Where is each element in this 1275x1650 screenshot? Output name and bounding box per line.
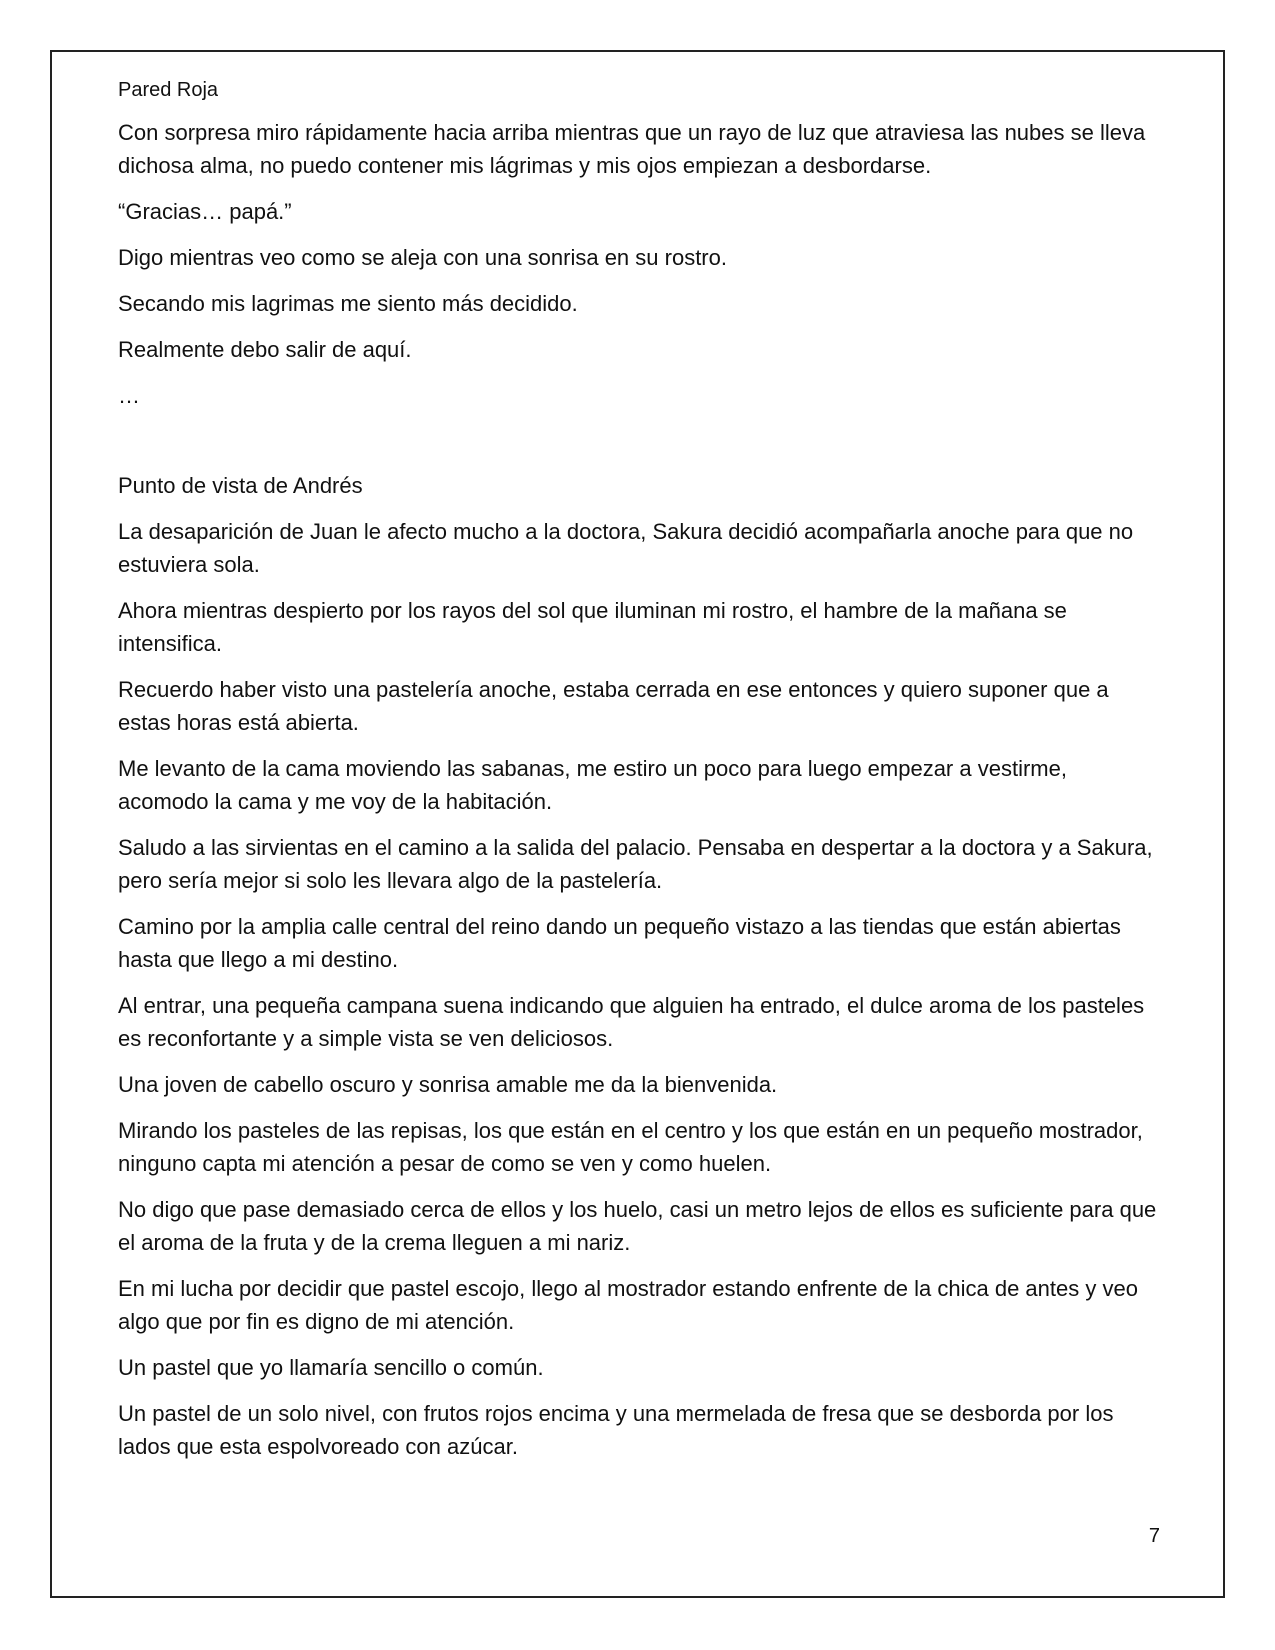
paragraph: “Gracias… papá.” xyxy=(118,199,292,224)
section-spacer xyxy=(118,425,1158,469)
paragraph: Un pastel de un solo nivel, con frutos rojos encima y una mermelada de fresa que se desborda por los lados que esta espolvoreado con azúcar. xyxy=(118,1401,1114,1459)
paragraph: Con sorpresa miro rápidamente hacia arriba mientras que un rayo de luz que atraviesa las nubes se lleva dichosa alma, no puedo contener mis lágrimas y mis ojos empiezan a desbordarse. xyxy=(118,120,1146,178)
scene-break-ellipsis: … xyxy=(118,383,140,408)
paragraph: Camino por la amplia calle central del reino dando un pequeño vistazo a las tiendas que están abiertas hasta que llego a mi destino. xyxy=(118,914,1121,972)
paragraph: Una joven de cabello oscuro y sonrisa amable me da la bienvenida. xyxy=(118,1072,778,1097)
section-heading: Punto de vista de Andrés xyxy=(118,473,363,498)
paragraph: Al entrar, una pequeña campana suena indicando que alguien ha entrado, el dulce aroma de los pasteles es reconfortante y a simple vista se ven deliciosos. xyxy=(118,993,1145,1051)
document-body xyxy=(118,74,1158,1476)
paragraph: La desaparición de Juan le afecto mucho a la doctora, Sakura decidió acompañarla anoche para que no estuviera sola. xyxy=(118,519,1134,577)
running-header: Pared Roja xyxy=(118,79,219,101)
paragraph: Digo mientras veo como se aleja con una sonrisa en su rostro. xyxy=(118,245,727,270)
paragraph: Saludo a las sirvientas en el camino a la salida del palacio. Pensaba en despertar a la doctora y a Sakura, pero sería mejor si solo les llevara algo de la pastelería. xyxy=(118,835,1153,893)
paragraph: Ahora mientras despierto por los rayos del sol que iluminan mi rostro, el hambre de la mañana se intensifica. xyxy=(118,598,1067,656)
paragraph: No digo que pase demasiado cerca de ellos y los huelo, casi un metro lejos de ellos es suficiente para que el aroma de la fruta y de la crema lleguen a mi nariz. xyxy=(118,1197,1157,1255)
paragraph: Secando mis lagrimas me siento más decidido. xyxy=(118,291,578,316)
paragraph: Recuerdo haber visto una pastelería anoche, estaba cerrada en ese entonces y quiero suponer que a estas horas está abierta. xyxy=(118,677,1109,735)
paragraph: En mi lucha por decidir que pastel escojo, llego al mostrador estando enfrente de la chica de antes y veo algo que por fin es digno de mi atención. xyxy=(118,1276,1138,1334)
page-number: 7 xyxy=(1148,1525,1160,1547)
paragraph: Mirando los pasteles de las repisas, los que están en el centro y los que están en un pequeño mostrador, ninguno capta mi atención a pesar de como se ven y como huelen. xyxy=(118,1118,1143,1176)
paragraph: Un pastel que yo llamaría sencillo o común. xyxy=(118,1355,544,1380)
paragraph: Realmente debo salir de aquí. xyxy=(118,337,412,362)
paragraph: Me levanto de la cama moviendo las sabanas, me estiro un poco para luego empezar a vestirme, acomodo la cama y me voy de la habitación. xyxy=(118,756,1067,814)
